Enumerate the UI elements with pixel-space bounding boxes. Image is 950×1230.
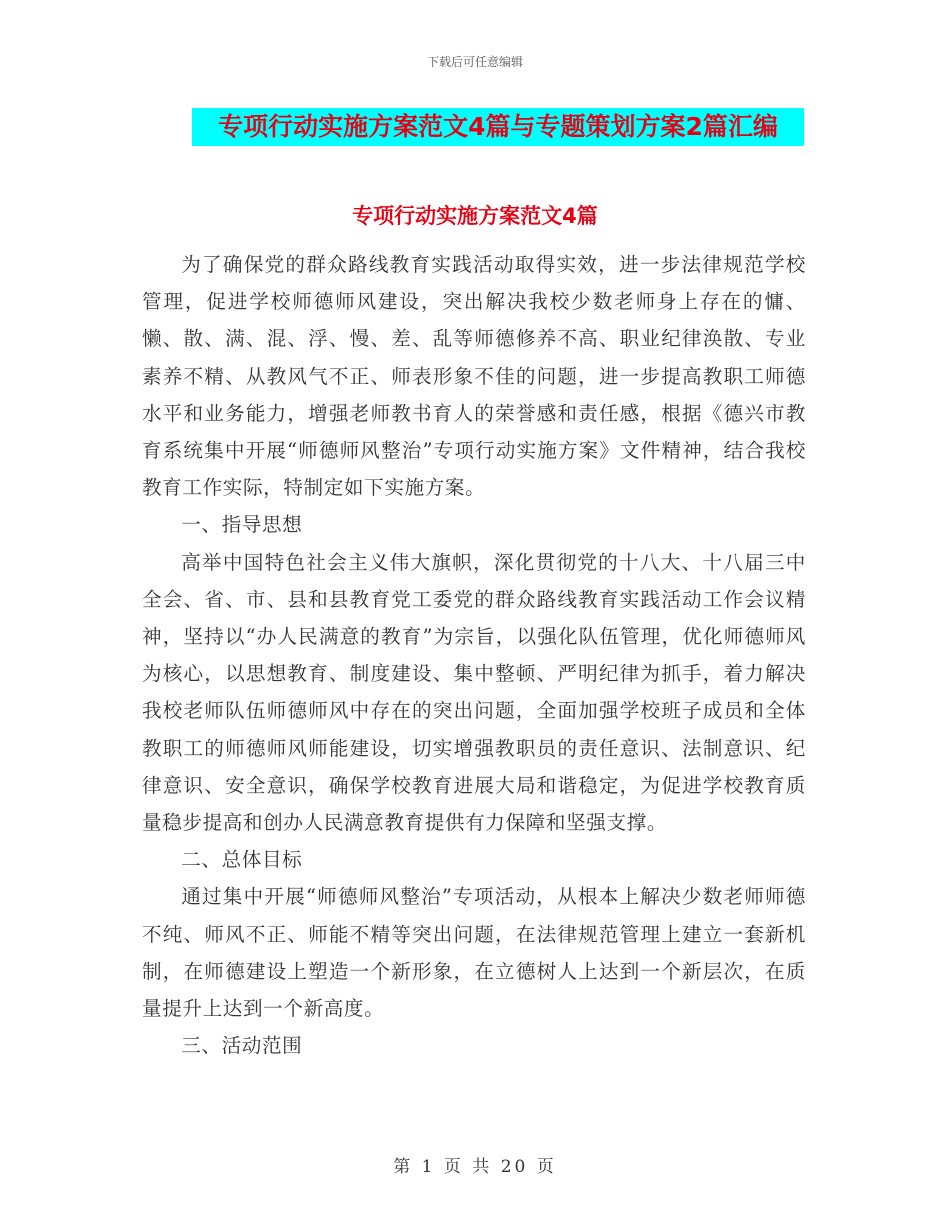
body-text [142,246,806,1064]
paragraph-overall-goal: 通过集中开展“师德师风整治”专项活动，从根本上解决少数老师师德不纯、师风不正、师能不精等突出问题，在法律规范管理上建立一套新机制，在师德建设上塑造一个新形象，在立德树人上达到一个新层次，在质量提升上达到一个新高度。 [142,885,806,1021]
document-title: 专项行动实施方案范文4篇与专题策划方案2篇汇编 [192,108,804,146]
paragraph-guiding-ideology: 高举中国特色社会主义伟大旗帜，深化贯彻党的十八大、十八届三中全会、省、市、县和县教育党工委党的群众路线教育实践活动工作会议精神，坚持以“办人民满意的教育”为宗旨，以强化队伍管理，优化师德师风为核心，以思想教育、制度建设、集中整顿、严明纪律为抓手，着力解决我校老师队伍师德师风中存在的突出问题，全面加强学校班子成员和全体教职工的师德师风师能建设，切实增强教职员的责任意识、法制意识、纪律意识、安全意识，确保学校教育进展大局和谐稳定，为促进学校教育质量稳步提高和创办人民满意教育提供有力保障和坚强支撑。 [142,550,806,835]
paragraph-intro: 为了确保党的群众路线教育实践活动取得实效，进一步法律规范学校管理，促进学校师德师风建设，突出解决我校少数老师身上存在的慵、懒、散、满、混、浮、慢、差、乱等师德修养不高、职业纪律涣散、专业素养不精、从教风气不正、师表形象不佳的问题，进一步提高教职工师德水平和业务能力，增强老师教书育人的荣誉感和责任感，根据《德兴市教育系统集中开展“师德师风整治”专项行动实施方案》文件精神，结合我校教育工作实际，特制定如下实施方案。 [142,253,806,500]
section-title: 专项行动实施方案范文4篇 [352,204,598,228]
page-footer: 第 1 页 共 20 页 [393,1157,557,1177]
heading-overall-goal: 二、总体目标 [181,848,303,872]
heading-activity-scope: 三、活动范围 [181,1034,303,1058]
header-note: 下载后可任意编辑 [426,55,523,69]
heading-guiding-ideology: 一、指导思想 [181,513,303,537]
